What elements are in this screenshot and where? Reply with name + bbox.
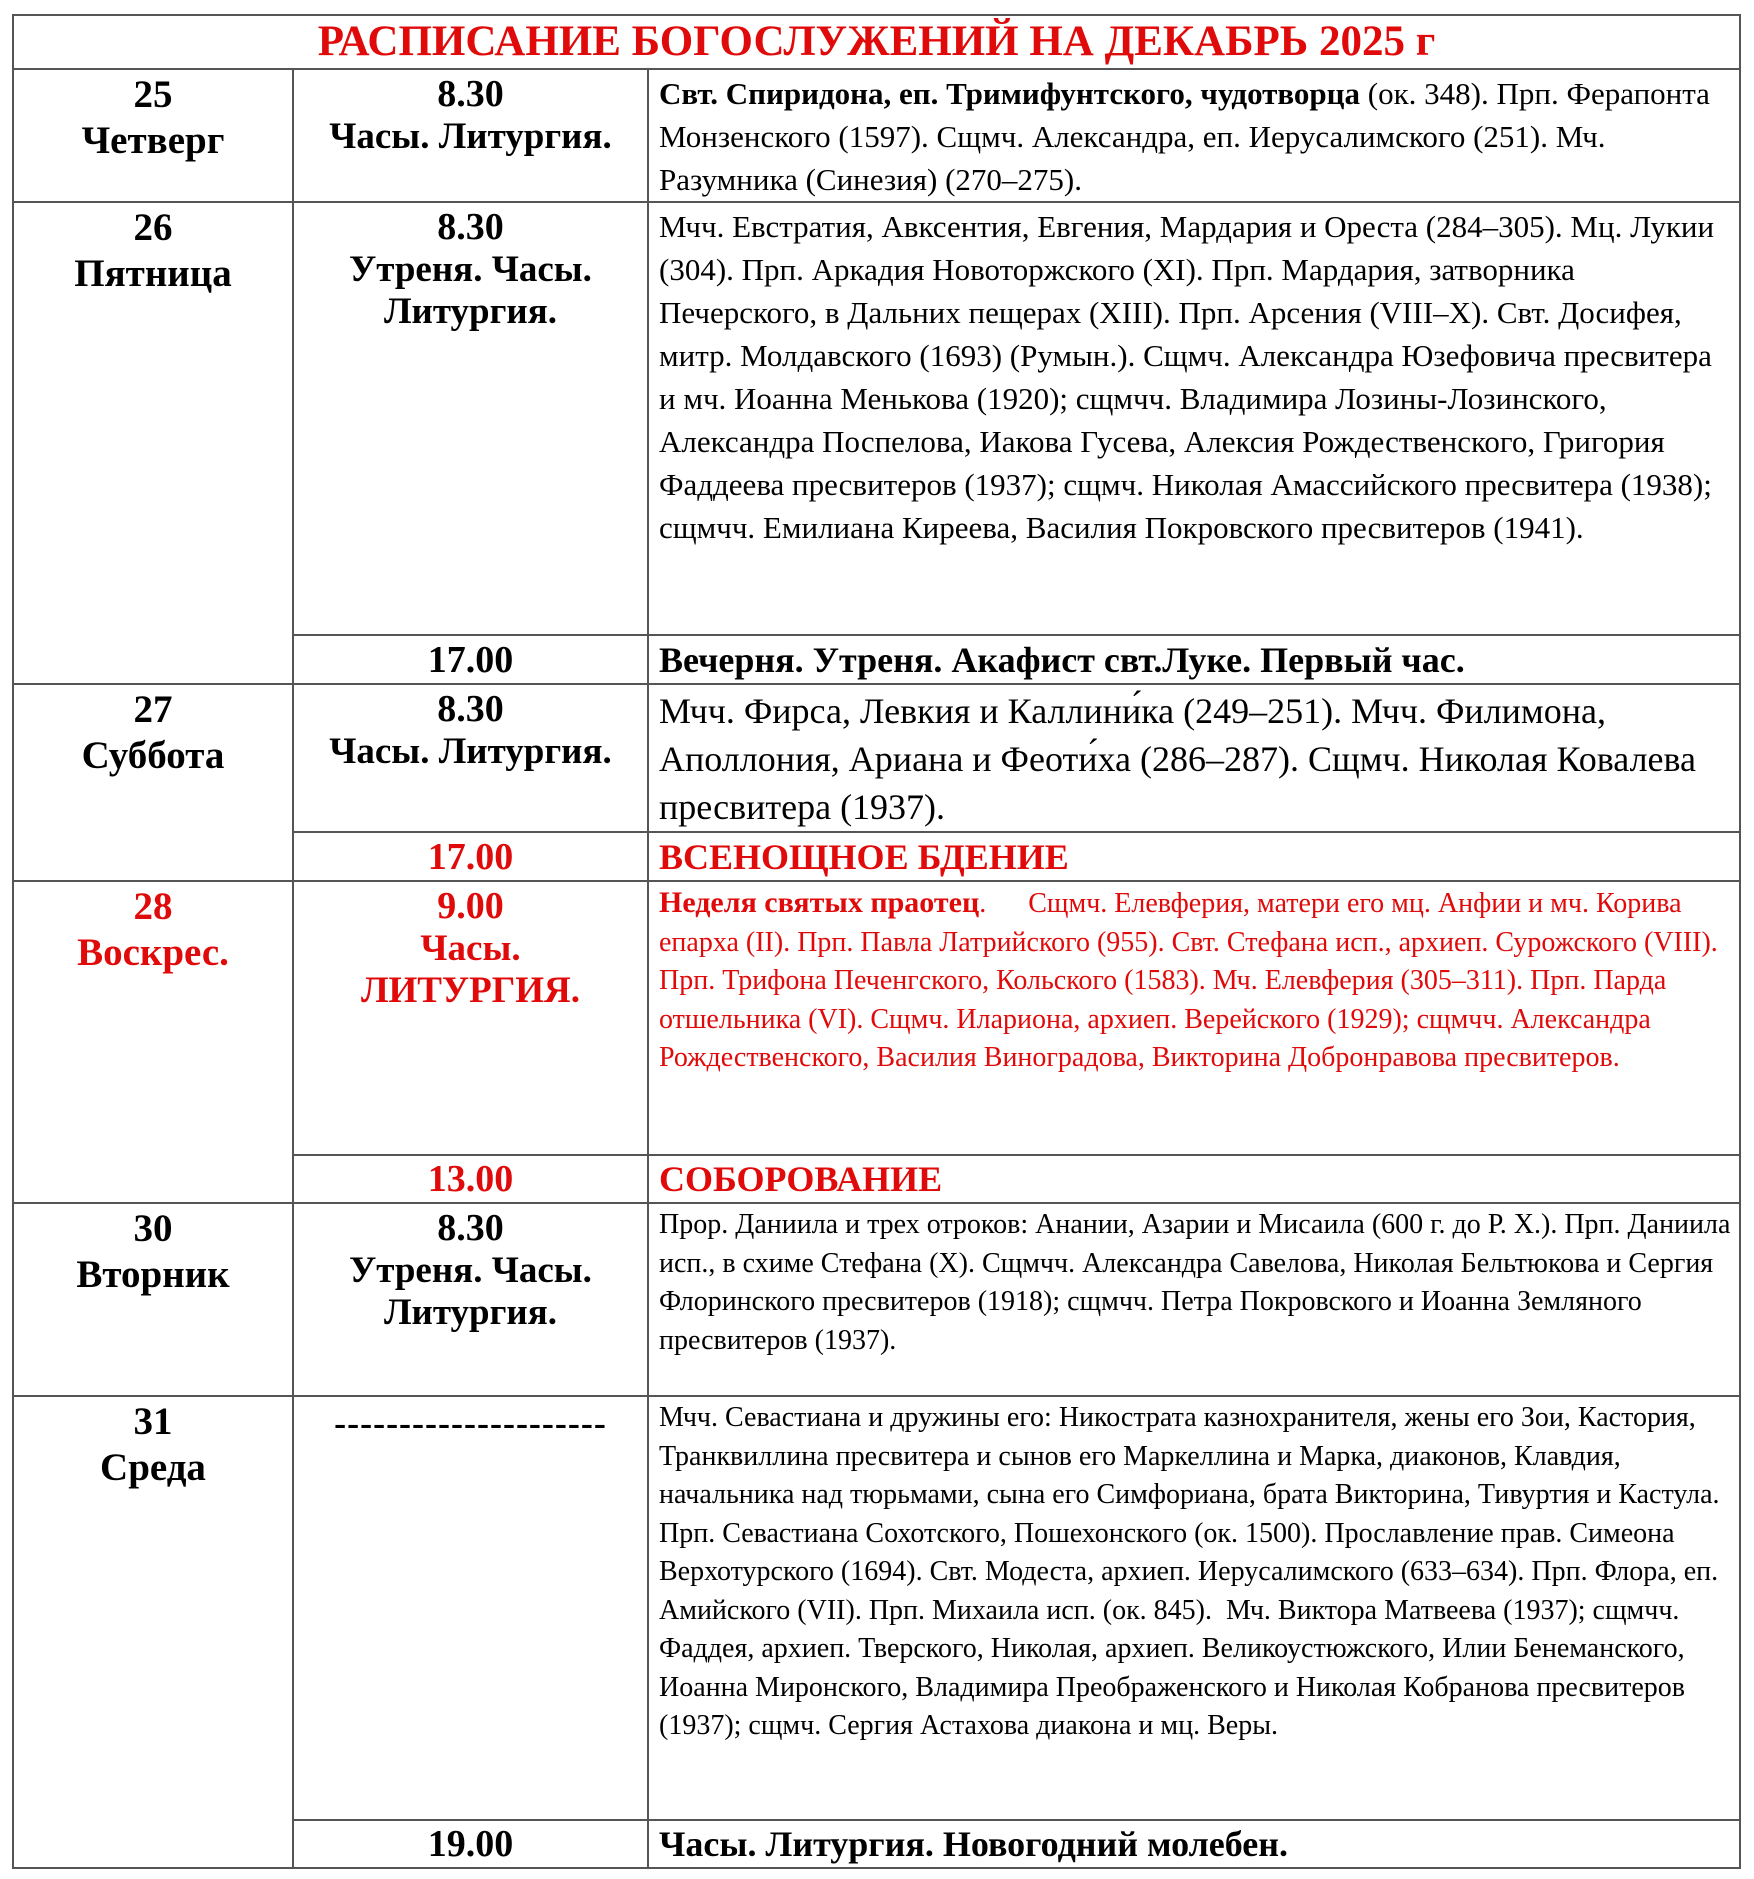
time-cell [293, 1203, 648, 1396]
commemoration-details: Мчч. Севастиана и дружины его: Никострата казнохранителя, жены его Зои, Кастория, Транквиллина пресвитера и сынов его Маркеллина и Марка, диаконов, Клавдия, начальника над тюрьмами, сына его Симфориана, брата Викторина, Тивуртия и Кастула. Прп. Севастиана Сохотского, Пошехонского (ок. 1500). Прославление прав. Симеона Верхотурского (1694). Свт. Модеста, архиеп. Иерусалимского (633–634). Прп. Флора, еп. Амийского (VII). Прп. Михаила исп. (ок. 845). Мч. Виктора Матвеева (1937); сщмчч. Фаддея, архиеп. Тверского, Николая, архиеп. Великоустюжского, Илии Бенеманского, Иоанна Миронского, Владимира Преображенского и Николая Кобранова пресвитеров (1937); сщмч. Сергия Астахова диакона и мц. Веры. [659, 1402, 1734, 1741]
schedule-row-31 [13, 1396, 1740, 1820]
commemoration-details: Мчч. Евстратия, Авксентия, Евгения, Мардария и Ореста (284–305). Мц. Лукии (304). Прп. Аркадия Новоторжского (XI). Прп. Мардария, затворника Печерского, в Дальних пещерах (XIII). Прп. Арсения (VIII–X). Свт. Досифея, митр. Молдавского (1693) (Румын.). Сщмч. Александра Юзефовича пресвитера и мч. Иоанна Менькова (1920); сщмчч. Владимира Лозины-Лозинского, Александра Поспелова, Иакова Гусева, Алексия Рождественского, Григория Фаддеева пресвитеров (1937); сщмч. Николая Амассийского пресвитера (1938); сщмчч. Емилиана Киреева, Василия Покровского пресвитеров (1941). [659, 209, 1715, 545]
service-name: Часы. Литургия. [329, 731, 612, 772]
weekday: Пятница [74, 252, 232, 295]
service-name: ЛИТУРГИЯ. [360, 970, 581, 1011]
service-time: 8.30 [437, 1207, 504, 1249]
time-cell [293, 635, 648, 684]
time-cell [293, 69, 648, 202]
evening-service: Часы. Литургия. Новогодний молебен. [648, 1820, 1740, 1868]
service-name: Часы. Литургия. [329, 116, 612, 157]
evening-service: Вечерня. Утреня. Акафист свт.Луке. Первый час. [648, 635, 1740, 684]
time-cell [293, 1155, 648, 1203]
day-number: 27 [133, 688, 173, 731]
service-name: Часы. [420, 928, 521, 969]
schedule-row-26 [13, 202, 1740, 635]
commemoration-text [648, 202, 1740, 635]
commemoration-details: Прор. Даниила и трех отроков: Анании, Азарии и Мисаила (600 г. до Р. Х.). Прп. Даниила исп., в схиме Стефана (X). Сщмчч. Александра Савелова, Николая Бельтюкова и Сергия Флоринского пресвитеров (1918); сщмчч. Петра Покровского и Иоанна Земляного пресвитеров (1937). [659, 1209, 1731, 1356]
weekday: Суббота [81, 734, 225, 777]
commemoration-text [648, 684, 1740, 832]
day-cell [13, 69, 293, 202]
schedule-table [12, 14, 1741, 1869]
commemoration-text [648, 1396, 1740, 1820]
day-number: 31 [133, 1400, 173, 1443]
schedule-row-27 [13, 684, 1740, 832]
service-time: 17.00 [427, 638, 514, 681]
day-cell [13, 881, 293, 1203]
weekday: Четверг [81, 119, 225, 162]
title-cell [13, 15, 1740, 69]
time-cell [293, 684, 648, 832]
commemoration-details: (ок. 348). Прп. Ферапонта Монзенского (1597). Сщмч. Александра, еп. Иерусалимского (251). Мч. Разумника (Синезия) (270–275). [659, 76, 1710, 197]
schedule-row-30 [13, 1203, 1740, 1396]
time-cell [293, 1396, 648, 1820]
day-cell [13, 1396, 293, 1868]
service-time: 8.30 [437, 206, 504, 248]
commemoration-text [648, 881, 1740, 1155]
commemoration-details: . Сщмч. Елевферия, матери его мц. Анфии и мч. Корива епарха (II). Прп. Павла Латрийского (955). Свт. Стефана исп., архиеп. Сурожского (VIII). Прп. Трифона Печенгского, Кольского (1583). Мч. Елевферия (305–311). Прп. Парда отшельника (VI). Сщмч. Илариона, архиеп. Верейского (1929); сщмчч. Александра Рождественского, Василия Виноградова, Викторина Добронравова пресвитеров. [659, 888, 1725, 1073]
day-number: 25 [133, 73, 173, 116]
evening-service: ВСЕНОЩНОЕ БДЕНИЕ [648, 832, 1740, 881]
no-service-placeholder: --------------------- [334, 1403, 607, 1443]
weekday: Среда [100, 1446, 206, 1489]
service-name: Утреня. Часы. Литургия. [349, 249, 592, 332]
time-cell [293, 202, 648, 635]
page-title: РАСПИСАНИЕ БОГОСЛУЖЕНИЙ НА ДЕКАБРЬ 2025 г [317, 18, 1436, 65]
service-time: 19.00 [427, 1823, 514, 1865]
day-cell [13, 684, 293, 881]
day-number: 30 [133, 1207, 173, 1250]
day-number: 28 [133, 885, 173, 928]
service-time: 8.30 [437, 688, 504, 730]
time-cell [293, 832, 648, 881]
feast-highlight: Неделя святых праотец [659, 886, 980, 919]
day-cell [13, 1203, 293, 1396]
weekday: Вторник [76, 1253, 230, 1296]
schedule-sheet [12, 14, 1739, 1869]
commemoration-text [648, 1203, 1740, 1396]
service-name: Утреня. Часы. Литургия. [349, 1250, 592, 1333]
schedule-row-25 [13, 69, 1740, 202]
schedule-row-28 [13, 881, 1740, 1155]
service-time: 13.00 [427, 1158, 514, 1200]
title-row [13, 15, 1740, 69]
time-cell [293, 881, 648, 1155]
service-time: 17.00 [427, 835, 514, 878]
afternoon-service: СОБОРОВАНИЕ [648, 1155, 1740, 1203]
service-time: 9.00 [437, 885, 504, 927]
time-cell [293, 1820, 648, 1868]
commemoration-text [648, 69, 1740, 202]
feast-highlight: Свт. Спиридона, еп. Тримифунтского, чудотворца [659, 76, 1361, 111]
weekday: Воскрес. [77, 931, 229, 974]
day-cell [13, 202, 293, 684]
service-time: 8.30 [437, 73, 504, 115]
commemoration-details: Мчч. Фирса, Левкия и Каллини́ка (249–251). Мчч. Филимона, Аполлония, Ариана и Феоти́ха (286–287). Сщмч. Николая Ковалева пресвитера (1937). [659, 691, 1697, 827]
day-number: 26 [133, 206, 173, 249]
